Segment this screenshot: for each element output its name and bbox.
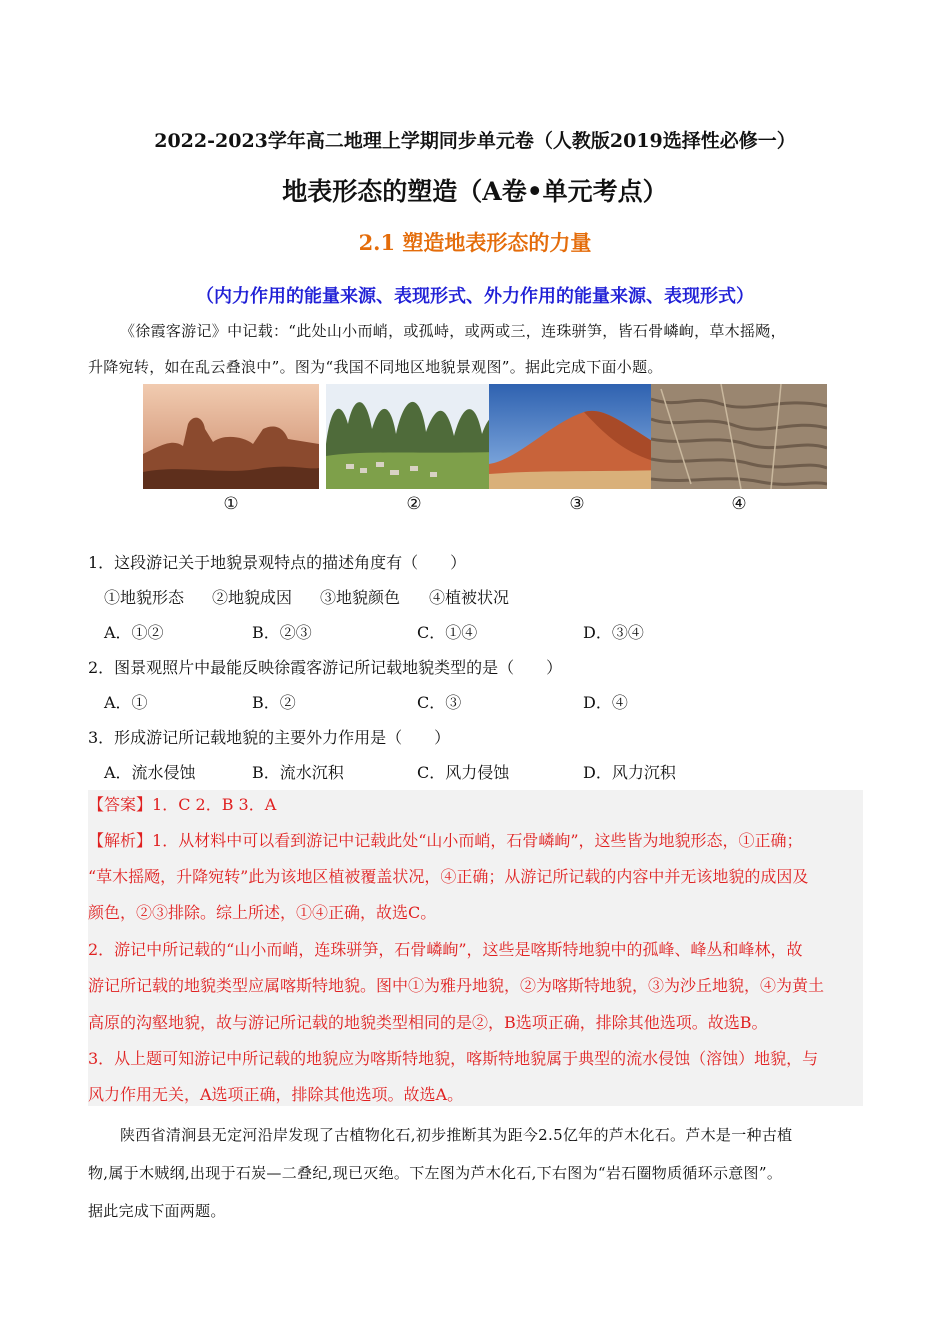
intro-line-1: 《徐霞客游记》中记载：“此处山小而峭，或孤峙，或两或三，连珠骈笋，皆石骨嶙峋，草木摇飏， [120,322,786,340]
analysis-line-4: 2．游记中所记载的“山小而峭，连珠骈笋，石骨嶙峋”，这些是喀斯特地貌中的孤峰、峰丛和峰林，故 [88,940,803,959]
analysis-line-3: 颜色，②③排除。综上所述，①④正确，故选C。 [88,903,437,922]
question-1-option-b[interactable]: B．②③ [252,623,312,642]
landform-photo-yardang [143,384,319,489]
question-1-item: ③地貌颜色 [320,588,401,607]
question-3-option-d[interactable]: D．风力沉积 [583,763,676,782]
question-1-option-c[interactable]: C．①④ [417,623,478,642]
passage-line-1: 陕西省清涧县无定河沿岸发现了古植物化石,初步推断其为距今2.5亿年的芦木化石。芦木是一种古植 [120,1126,793,1144]
photo-caption-2: ② [406,494,422,514]
analysis-line-1 [88,823,868,859]
analysis-text: 1．从材料中可以看到游记中记载此处“山小而峭，石骨嶙峋”，这些皆为地貌形态，①正确； [152,831,803,850]
question-3-option-a[interactable]: A．流水侵蚀 [104,763,196,782]
analysis-label: 【解析】 [88,831,153,850]
photo-caption-1: ① [223,494,239,514]
question-3-option-b[interactable]: B．流水沉积 [252,763,344,782]
landform-photo-karst [326,384,502,489]
question-1-item: ②地貌成因 [212,588,293,607]
analysis-line-6: 高原的沟壑地貌，故与游记所记载的地貌类型相同的是②，B选项正确，排除其他选项。故选B。 [88,1013,768,1032]
answer-line [88,787,868,823]
answer-text: 1．C 2．B 3．A [152,795,277,814]
section-title: 2.1 塑造地表形态的力量 [358,230,592,255]
analysis-line-8: 风力作用无关，A选项正确，排除其他选项。故选A。 [88,1085,464,1104]
landform-photo-loess [651,384,827,489]
question-2-option-a[interactable]: A．① [104,693,148,712]
passage-line-2: 物,属于木贼纲,出现于石炭—二叠纪,现已灭绝。下左图为芦木化石,下右图为“岩石圈物质循环示意图”。 [88,1164,783,1182]
analysis-line-7: 3．从上题可知游记中所记载的地貌应为喀斯特地貌，喀斯特地貌属于典型的流水侵蚀（溶蚀）地貌，与 [88,1049,819,1068]
question-3-option-c[interactable]: C．风力侵蚀 [417,763,510,782]
question-1-option-d[interactable]: D．③④ [583,623,644,642]
question-1-item: ④植被状况 [429,588,510,607]
landform-photo-dune [489,384,665,489]
question-1-option-a[interactable]: A．①② [104,623,164,642]
question-1-stem: 1．这段游记关于地貌景观特点的描述角度有（ ） [88,553,467,572]
photo-caption-4: ④ [731,494,747,514]
answer-label: 【答案】 [88,795,153,814]
intro-line-2: 升降宛转，如在乱云叠浪中”。图为“我国不同地区地貌景观图”。据此完成下面小题。 [88,358,663,376]
page-title: 地表形态的塑造（A卷•单元考点） [282,177,668,206]
question-2-option-d[interactable]: D．④ [583,693,628,712]
passage-line-3: 据此完成下面两题。 [88,1202,226,1220]
question-3-stem: 3．形成游记所记载地貌的主要外力作用是（ ） [88,728,451,747]
question-2-option-b[interactable]: B．② [252,693,296,712]
question-2-option-c[interactable]: C．③ [417,693,462,712]
photo-caption-3: ③ [569,494,585,514]
analysis-line-2: “草木摇飏，升降宛转”此为该地区植被覆盖状况，④正确；从游记所记载的内容中并无该地貌的成因及 [88,867,809,886]
analysis-line-5: 游记所记载的地貌类型应属喀斯特地貌。图中①为雅丹地貌，②为喀斯特地貌，③为沙丘地貌，④为黄土 [88,976,825,995]
exam-header: 2022-2023学年高二地理上学期同步单元卷（人教版2019选择性必修一） [154,130,796,152]
topics-line: （内力作用的能量来源、表现形式、外力作用的能量来源、表现形式） [196,286,754,307]
question-2-stem: 2．图景观照片中最能反映徐霞客游记所记载地貌类型的是（ ） [88,658,563,677]
question-1-item: ①地貌形态 [104,588,185,607]
